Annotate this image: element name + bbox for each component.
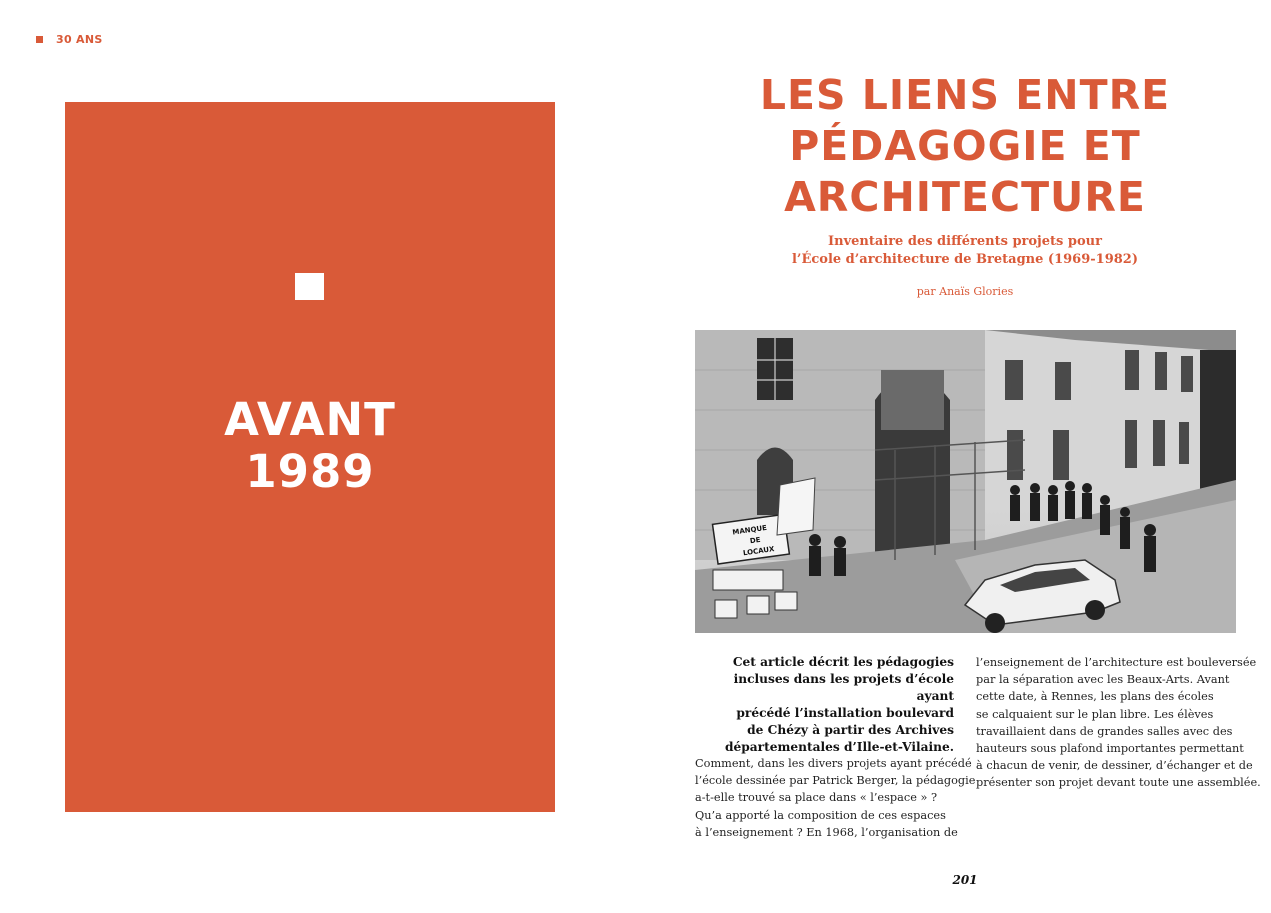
lede-line: Cet article décrit les pédagogies — [732, 655, 954, 669]
article-title-line: ARCHITECTURE — [784, 173, 1146, 221]
protest-sign-text: DE — [749, 535, 761, 546]
article-lede — [695, 654, 954, 756]
body-column-left — [695, 755, 976, 841]
section-title-line: AVANT — [224, 393, 396, 446]
article-subtitle — [695, 233, 1235, 269]
lede-line: incluses dans les projets d’école ayant — [733, 672, 954, 703]
running-header-label: 30 ANS — [56, 33, 103, 46]
lede-line: précédé l’installation boulevard — [736, 706, 954, 720]
subtitle-line: Inventaire des différents projets pour — [828, 234, 1102, 249]
body-line: Qu’a apporté la composition de ces espaces — [695, 808, 946, 822]
body-line: cette date, à Rennes, les plans des écoles — [976, 690, 1214, 704]
page-number: 201 — [952, 873, 978, 887]
body-line: travaillaient dans de grandes salles avec des — [976, 724, 1233, 738]
article-title — [695, 70, 1235, 223]
body-line: l’enseignement de l’architecture est bouleversée — [976, 656, 1257, 669]
section-cover-panel — [65, 102, 555, 812]
article-title-line: PÉDAGOGIE ET — [789, 122, 1141, 170]
subtitle-line: l’École d’architecture de Bretagne (1969-1982) — [791, 252, 1138, 267]
body-line: hauteurs sous plafond importantes permettant — [976, 742, 1244, 756]
header-square-marker — [36, 36, 43, 43]
protest-sign-text: MANQUE — [731, 523, 768, 537]
body-line: a-t-elle trouvé sa place dans « l’espace » ? — [695, 791, 938, 805]
body-line: se calquaient sur le plan libre. Les élèves — [976, 707, 1214, 721]
panel-square-marker — [295, 273, 324, 300]
lede-line: de Chézy à partir des Archives — [747, 723, 954, 737]
body-line: présenter son projet devant toute une assemblée. — [976, 776, 1261, 790]
article-byline: par Anaïs Glories — [916, 285, 1014, 298]
body-line: à l’enseignement ? En 1968, l’organisation de — [695, 825, 958, 839]
article-photo — [695, 330, 1236, 633]
lede-line: départementales d’Ille-et-Vilaine. — [724, 740, 954, 754]
protest-sign-text: LOCAUX — [742, 545, 775, 558]
section-title — [65, 394, 555, 498]
body-line: par la séparation avec les Beaux-Arts. Avant — [976, 673, 1230, 687]
street-scene-illustration — [695, 330, 1236, 633]
body-column-right — [976, 654, 1261, 792]
section-title-line: 1989 — [245, 445, 375, 498]
body-line: Comment, dans les divers projets ayant précédé — [695, 757, 972, 770]
running-header — [36, 33, 103, 46]
body-line: l’école dessinée par Patrick Berger, la pédagogie — [695, 774, 976, 788]
body-line: à chacun de venir, de dessiner, d’échanger et de — [976, 759, 1253, 773]
article-title-line: LES LIENS ENTRE — [759, 71, 1171, 119]
